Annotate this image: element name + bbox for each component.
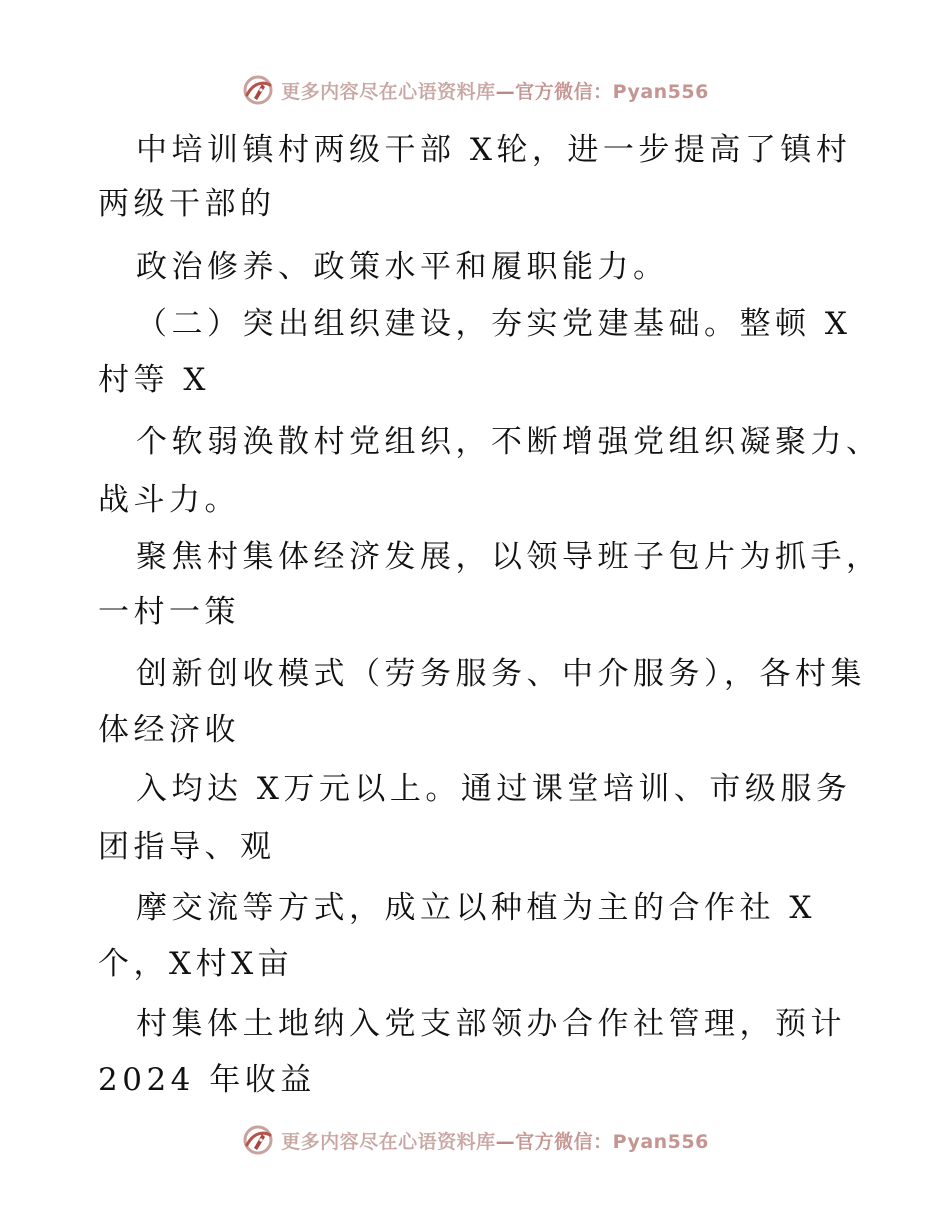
text-line: （二）突出组织建设，夯实党建基础。整顿 X [136,306,852,342]
text-line: 中培训镇村两级干部 X轮，进一步提高了镇村 [136,132,852,168]
text-line: 村等 X [98,362,210,398]
watermark-banner [241,73,709,107]
text-line: 摩交流等方式，成立以种植为主的合作社 X [136,890,816,926]
text-line: 政治修养、政策水平和履职能力。 [136,249,669,285]
watermark-text: 更多内容尽在心语资料库—官方微信：Pyan556 [281,80,709,103]
text-line: 两级干部的 [98,186,276,222]
text-line: 2024 年收益 [98,1062,316,1098]
text-line: 创新创收模式（劳务服务、中介服务），各村集 [136,656,866,692]
footer-watermark [0,1118,950,1162]
text-line: 村集体土地纳入党支部领办合作社管理，预计 [136,1006,846,1042]
text-line: 入均达 X万元以上。通过课堂培训、市级服务 [136,771,852,807]
text-line: 团指导、观 [98,829,276,865]
text-line: 一村一策 [98,594,240,630]
text-line: 体经济收 [98,712,240,748]
text-line: 战斗力。 [98,482,240,518]
text-line: 个软弱涣散村党组织，不断增强党组织凝聚力、 [136,424,882,460]
pen-nib-swirl-icon [241,1123,275,1157]
header-watermark [0,68,950,112]
pen-nib-swirl-icon [241,73,275,107]
text-line: 个，X村X亩 [98,946,294,982]
text-line: 聚焦村集体经济发展，以领导班子包片为抓手， [136,539,882,575]
watermark-text: 更多内容尽在心语资料库—官方微信：Pyan556 [281,1130,709,1153]
watermark-banner [241,1123,709,1157]
